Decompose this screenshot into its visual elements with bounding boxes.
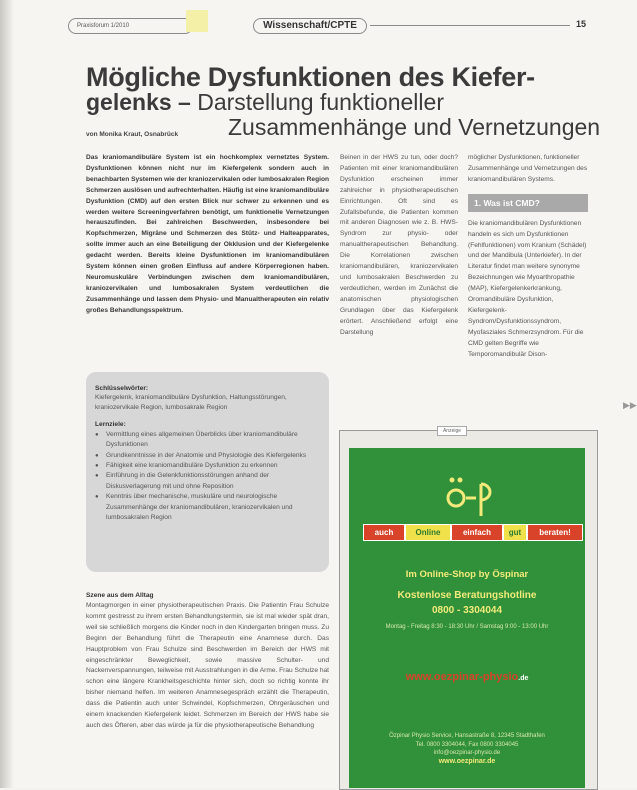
ad-contact-block <box>349 732 585 766</box>
goals-heading: Lernziele: <box>95 420 126 428</box>
ad-hours: Montag - Freitag 8:30 - 18:30 Uhr / Samstag 9:00 - 13:00 Uhr <box>385 624 549 630</box>
column-1 <box>86 153 329 317</box>
page-header <box>68 18 588 34</box>
ad-url-tld: .de <box>518 675 529 682</box>
ad-address: Özpinar Physio Service, Hansastraße 8, 12345 Stadthafen <box>389 733 545 739</box>
article-title-line-3: Zusammenhänge und Vernetzungen <box>228 114 601 140</box>
tag-gut: gut <box>503 524 527 541</box>
ad-phone-fax: Tel. 0800 3304044, Fax 0800 3304045 <box>415 741 519 748</box>
journal-name: Praxisforum 1/2010 <box>68 18 193 34</box>
title-subtitle-part: Darstellung funktioneller <box>197 89 444 115</box>
scene-section <box>86 592 329 732</box>
keywords-box <box>86 372 329 572</box>
continue-arrows-icon: ▶▶ <box>623 400 637 410</box>
article-title-line-1: Mögliche Dysfunktionen des Kiefer- <box>86 62 535 92</box>
column-3-intro: möglicher Dysfunktionen, funktioneller Zusammenhänge und Vernetzungen des kraniomandibulären Systems. <box>468 154 588 183</box>
goal-item: ● Vermittlung eines allgemeinen Überblicks über kraniomandibuläre Dysfunktionen <box>95 430 320 451</box>
tag-beraten: beraten! <box>527 524 583 541</box>
scene-text: Montagmorgen in einer physiotherapeutischen Praxis. Die Patientin Frau Schulze kommt gestresst zu ihrem ersten Behandlungstermin, sie ist mal wieder spät dran, weil sie schließlich morgens die Kinder noch in den Kindergarten bringen muss. Zu Beginn der Behandlung führt die Therapeutin eine Anamnese durch. Das Hauptproblem von Frau Schulze sind Beschwerden im Bereich der HWS mit eingeschränkter Beweglichkeit, sowie massive Schulter- und Nackenverspannungen, teilweise mit Ausstrahlungen in die Arme. Frau Schulze hat schon eine längere Krankheitsgeschichte hinter sich, doch so richtig konnte ihr bisher niemand helfen. Im weiteren Anamnesegespräch erzählt die Therapeutin, dass die Patientin auch unter Schwindel, Kopfschmerzen, Ohrgeräuschen und einem knackenden Kiefergelenk leidet. Schmerzen im Bereich der HWS habe sie auch des Öfteren, aber das würde ja für die physiotherapeutische Behandlung <box>86 602 330 729</box>
scene-heading: Szene aus dem Alltag <box>86 592 154 599</box>
ad-website[interactable]: www.oezpinar.de <box>438 757 496 765</box>
author-byline: von Monika Kraut, Osnabrück <box>86 131 179 138</box>
goal-item: ● Grundkenntnisse in der Anatomie und Physiologie des Kiefergelenks <box>95 451 320 461</box>
goal-item: ● Fähigkeit eine kraniomandibuläre Dysfunktion zu erkennen <box>95 461 320 471</box>
header-rule <box>370 25 570 26</box>
ad-label: Anzeige <box>437 426 467 436</box>
ad-tagline <box>363 524 581 540</box>
keywords-heading: Schlüsselwörter: <box>95 385 149 392</box>
ad-phone-number: 0800 - 3304044 <box>431 605 503 616</box>
page-fold-shadow <box>0 0 14 788</box>
title-bold-part: gelenks – <box>86 89 198 115</box>
advertisement <box>349 448 585 788</box>
ad-email[interactable]: info@oezpinar-physio.de <box>433 750 501 756</box>
goal-item: ● Einführung in die Gelenkfunktionsstörungen anhand der Diskusverlagerung mit und ohne Reposition <box>95 471 320 492</box>
ad-url-main: oezpinar-physio <box>433 671 519 683</box>
section-heading-cmd: 1. Was ist CMD? <box>468 194 588 212</box>
goal-item: ● Kenntnis über mechanische, muskuläre und neurologische Zusammenhänge der kraniomandibulären, kraniozervikalen und lumbosakralen Region <box>95 492 320 523</box>
goals-list <box>95 430 320 524</box>
section-title: Wissenschaft/CPTE <box>253 18 367 34</box>
keywords-text: Kiefergelenk, kraniomandibuläre Dysfunktion, Haltungsstörungen, kraniozervikale Region, lumbosakrale Region <box>95 394 287 412</box>
article-title-line-2 <box>86 89 444 116</box>
oezpinar-logo-icon <box>434 470 504 520</box>
tag-einfach: einfach <box>451 524 503 541</box>
page-number: 15 <box>576 19 587 29</box>
sticky-note-marker <box>186 10 208 32</box>
column-3-text: Die kraniomandibulären Dysfunktionen handeln es sich um Dysfunktionen (Fehlfunktionen) vom Kranium (Schädel) und der Mandibula (Unterkiefer). In der Literatur findet man weitere synonyme Bezeichnungen wie Myoarthropathie (MAP), Kiefergelenkerkrankung, Oromandibuläre Dysfunktion, Kiefergelenk-Syndrom/Dysfunktionssyndrom, Myofasziales Schmerzsyndrom. Für die CMD gelten Begriffe wie Temporomandibulär Dison- <box>468 219 587 358</box>
column-2: Beinen in der HWS zu tun, oder doch? Patienten mit einer kraniomandibulären Dysfunktion erscheinen immer zahlreicher in physiotherapeutischen Einrichtungen. Oft sind es Zufallsbefunde, die Patienten kommen mit anderen Diagnosen wie z. B. HWS-Syndrom zur physio- oder manualtherapeutischen Behandlung. Die Korrelationen zwischen kraniomandibulären, kraniozervikalen und lumbosakralen Beschwerden zu verdeutlichen, werden im Zunächst die anatomischen physiologischen Grundlagen über das Kiefergelenk erörtert. Anschließend erfolgt eine Darstellung <box>340 154 458 336</box>
ad-url[interactable]: www.oezpinar-physio.de <box>405 671 529 683</box>
tag-online: Online <box>405 524 451 541</box>
ad-shop-title: Im Online-Shop by Öspinar <box>405 569 529 580</box>
ad-hotline-title: Kostenlose Beratungshotline <box>397 590 537 601</box>
tag-auch: auch <box>363 524 405 541</box>
column-3 <box>468 153 588 361</box>
intro-paragraph: Das kraniomandibuläre System ist ein hochkomplex vernetztes System. Dysfunktionen können nicht nur im Kiefergelenk sondern auch in benachbarten Systemen wie der kraniozervikalen oder lumbosakralen Region Schmerzen auslösen und aufrechterhalten. Häufig ist eine kraniomandibuläre Dysfunktion (CMD) auf den ersten Blick nur schwer zu erkennen und es werden weitere Screeningverfahren benötigt, um funktionelle Vernetzungen herauszufinden. Bei zahlreichen Beschwerden, insbesondere bei Kopfschmerzen, Migräne und Schmerzen des Stütz- und Halteapparates, sollte immer auch an eine Beteiligung der Okklusion und der Kiefergelenke gedacht werden. Bereits kleine Dysfunktionen im kraniomandibulären System können einen großen Einfluss auf andere Körperregionen haben. Neuromuskuläre Verbindungen zwischen dem kraniomandibulären, kraniozervikalen und lumbosakralen System verdeutlichen die Zusammenhänge und lassen dem Physio- und Manualtherapeuten ein relativ großes Behandlungsspektrum. <box>86 154 329 314</box>
